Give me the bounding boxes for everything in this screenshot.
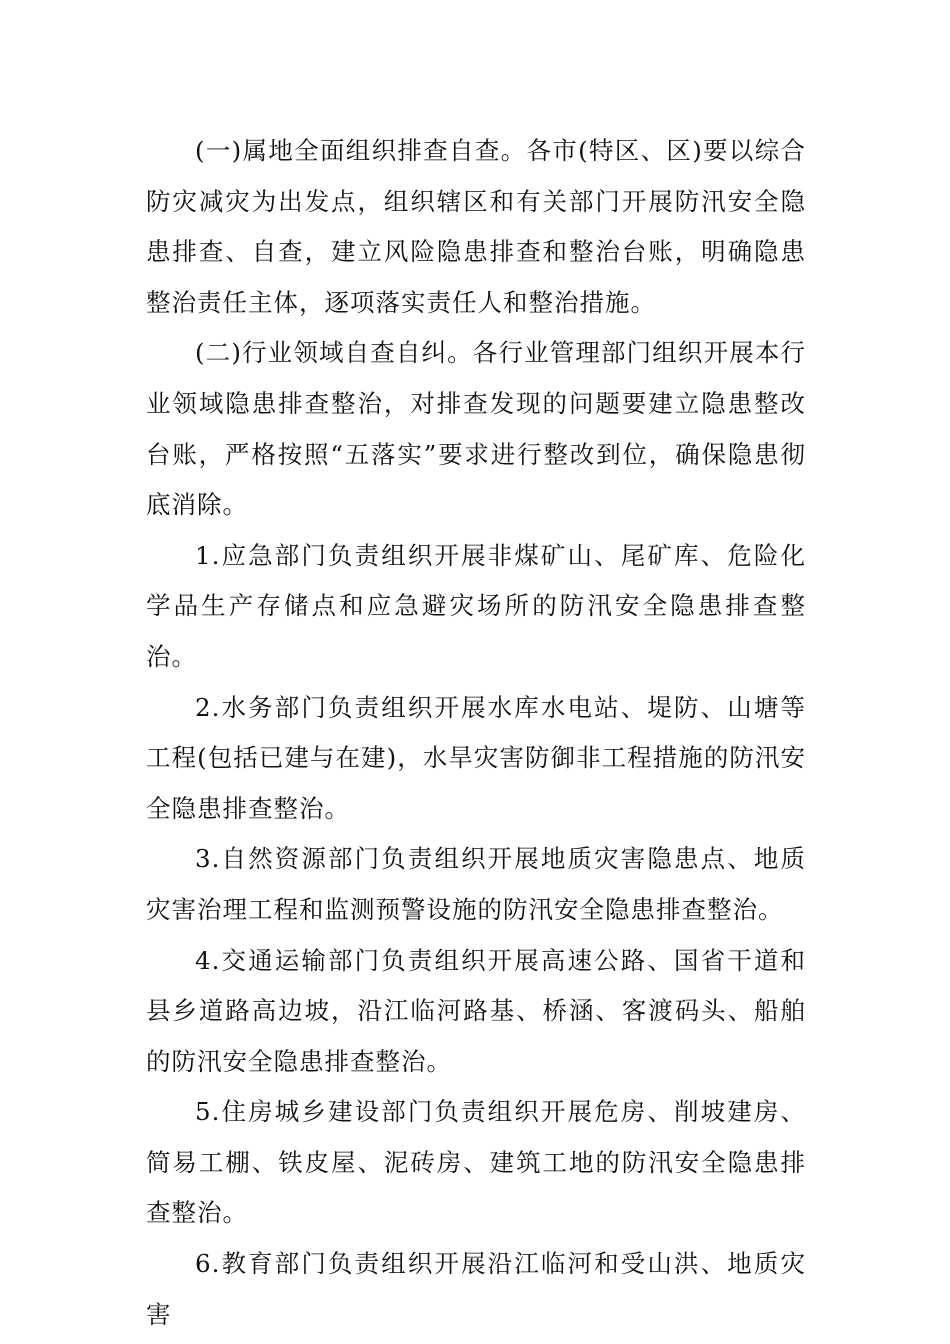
paragraph-item-6: 6.教育部门负责组织开展沿江临河和受山洪、地质灾害 — [146, 1249, 806, 1329]
paragraph-section-1: (一)属地全面组织排查自查。各市(特区、区)要以综合防灾减灾为出发点，组织辖区和有关部门开展防汛安全隐患排查、自查，建立风险隐患排查和整治台账，明确隐患整治责任主体，逐项落实责任人和整治措施。 — [146, 136, 806, 317]
paragraph-item-2: 2.水务部门负责组织开展水库水电站、堤防、山塘等工程(包括已建与在建)，水旱灾害防御非工程措施的防汛安全隐患排查整治。 — [146, 692, 806, 823]
paragraph-section-2: (二)行业领域自查自纠。各行业管理部门组织开展本行业领域隐患排查整治，对排查发现的问题要建立隐患整改台账，严格按照“五落实”要求进行整改到位，确保隐患彻底消除。 — [146, 338, 806, 520]
paragraph-item-4: 4.交通运输部门负责组织开展高速公路、国省干道和县乡道路高边坡，沿江临河路基、桥涵、客渡码头、船舶的防汛安全隐患排查整治。 — [146, 945, 806, 1076]
document-body — [146, 126, 806, 1340]
paragraph-item-1: 1.应急部门负责组织开展非煤矿山、尾矿库、危险化学品生产存储点和应急避灾场所的防汛安全隐患排查整治。 — [146, 540, 806, 671]
paragraph-item-5: 5.住房城乡建设部门负责组织开展危房、削坡建房、简易工棚、铁皮屋、泥砖房、建筑工地的防汛安全隐患排查整治。 — [146, 1097, 806, 1228]
paragraph-item-3: 3.自然资源部门负责组织开展地质灾害隐患点、地质灾害治理工程和监测预警设施的防汛安全隐患排查整治。 — [146, 844, 806, 924]
